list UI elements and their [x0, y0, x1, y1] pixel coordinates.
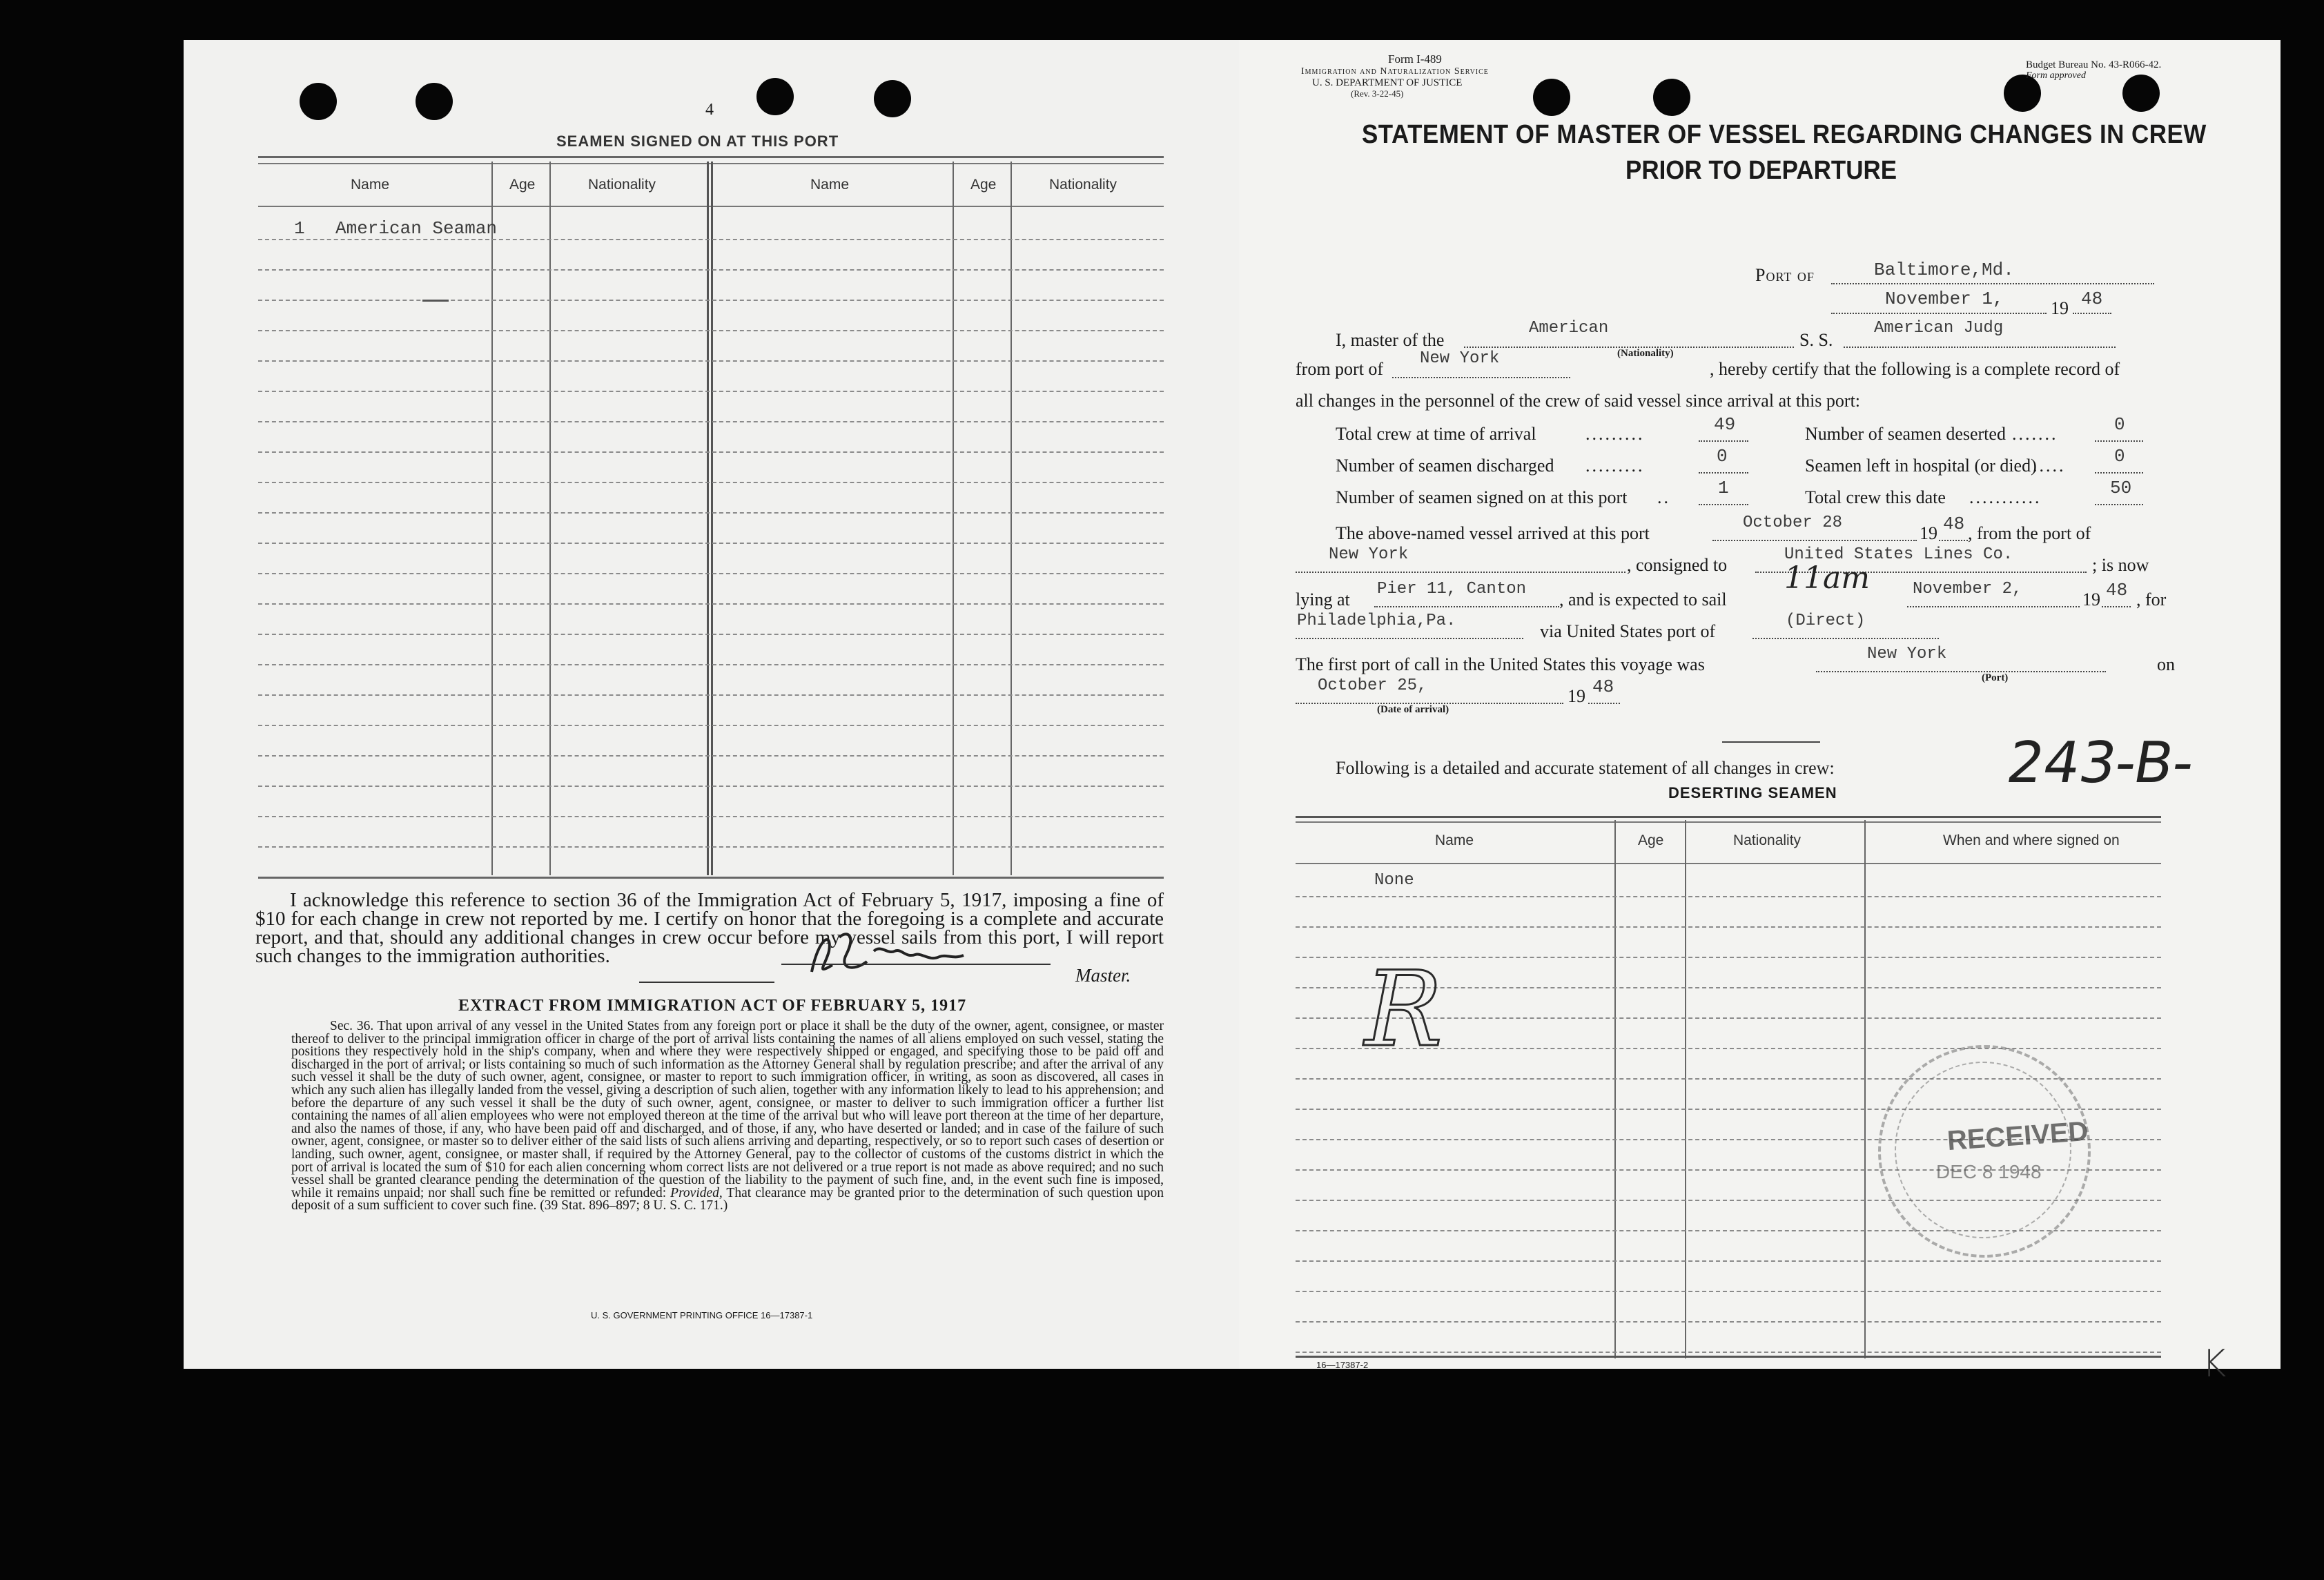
lying-value: Pier 11, Canton [1377, 580, 1527, 598]
left-page [184, 40, 1239, 1369]
stat-value-hospital: 0 [2114, 446, 2125, 467]
desert-col-age: Age [1638, 832, 1664, 848]
stat-label-arrival: Total crew at time of arrival [1336, 424, 1536, 444]
signature-role: Master. [1075, 965, 1131, 986]
printing-office-footer: U. S. GOVERNMENT PRINTING OFFICE 16—17387-1 [591, 1310, 813, 1320]
stat-value-discharged: 0 [1717, 446, 1728, 467]
arrived-label: The above-named vessel arrived at this port [1336, 523, 1650, 543]
acknowledgment-text: I acknowledge this reference to section 36 of the Immigration Act of February 5, 1917, imposing a fine of $10 for each change in crew not reported by me. I certify on honor that the foregoing is a complete and accurate report, and that, should any additional changes in crew occur before my vessel sails from this port, I will report such changes to the immigration authorities. [255, 889, 1164, 967]
from-port-label: from port of [1296, 359, 1384, 379]
stat-value-deserted: 0 [2114, 414, 2125, 435]
arrived-year: 48 [1943, 514, 1965, 534]
binder-hole [1653, 79, 1690, 116]
stamp-received-text: RECEIVED [1946, 1115, 2089, 1157]
following-label: Following is a detailed and accurate statement of all changes in crew: [1336, 758, 1835, 778]
arrived-from: New York [1329, 545, 1409, 564]
is-now: ; is now [2092, 555, 2149, 575]
consigned-value: United States Lines Co. [1784, 545, 2013, 564]
stat-value-total: 50 [2110, 478, 2132, 498]
form-footer: 16—17387-2 [1316, 1360, 1369, 1370]
ruled-line [258, 300, 1164, 301]
master-signature [791, 924, 984, 986]
ruled-line [258, 269, 1164, 271]
binder-hole [756, 78, 794, 115]
extract-end: That clearance may be granted prior to the determination of such question upon deposit of a sum sufficient to cover such fine. (39 Stat. 896–897; 8 U. S. C. 171.) [291, 1185, 1164, 1213]
ruled-line [258, 786, 1164, 787]
col-header-name: Name [351, 177, 390, 193]
ruled-line [1296, 1291, 2161, 1292]
stat-value-signed-on: 1 [1718, 478, 1729, 498]
via-label: via United States port of [1540, 621, 1716, 641]
col-header-age: Age [970, 177, 997, 193]
binder-hole [874, 80, 911, 117]
ruled-line [258, 573, 1164, 574]
desert-entry: None [1374, 871, 1414, 890]
consigned-label: , consigned to [1627, 555, 1728, 575]
port-caption: (Port) [1982, 672, 2009, 683]
department-name: U. S. DEPARTMENT OF JUSTICE [1312, 77, 1463, 88]
binder-hole [300, 83, 337, 120]
date-value: November 1, [1885, 289, 2004, 309]
desert-col-name: Name [1435, 832, 1474, 848]
ruled-line [1296, 1321, 2161, 1323]
ruled-line [258, 512, 1164, 514]
handwritten-time: 11am [1784, 560, 1870, 596]
ruled-line [1296, 1352, 2161, 1353]
ruled-line [258, 239, 1164, 240]
binder-hole [416, 83, 453, 120]
certify-text-2: all changes in the personnel of the crew of said vessel since arrival at this port: [1296, 391, 1861, 411]
from-the-port-of: , from the port of [1968, 523, 2091, 543]
ruled-line [258, 725, 1164, 726]
col-header-name: Name [810, 177, 850, 193]
stat-label-signed-on: Number of seamen signed on at this port [1336, 487, 1628, 507]
extract-proviso: Provided, [670, 1185, 723, 1200]
ruled-line [258, 330, 1164, 331]
nationality-value: American [1529, 319, 1609, 338]
form-subtitle: PRIOR TO DEPARTURE [1625, 156, 1897, 185]
nationality-caption: (Nationality) [1617, 348, 1674, 359]
ruled-line [1296, 1260, 2161, 1262]
form-number: Form I-489 [1388, 52, 1442, 66]
ruled-line [258, 755, 1164, 757]
port-label: Port of [1755, 265, 1815, 285]
desert-col-signed-on: When and where signed on [1943, 832, 2120, 848]
handwritten-reference: 243-B- [2002, 730, 2200, 796]
col-header-age: Age [509, 177, 536, 193]
entry-name: American Seaman [335, 218, 498, 239]
ship-name: American Judg [1874, 319, 2004, 338]
ruled-line [258, 816, 1164, 817]
right-page: Form I-489 Immigration and Naturalization Service U. S. DEPARTMENT OF JUSTICE (Rev. 3-22-45) Budget Bureau No. 43-R066-42. Form approved STATEMENT OF MASTER OF VESSEL REGARDING CHANGES IN CREW PRIOR TO DEPARTURE Port of Baltimore,Md. November 1, 19 48 I, master of the American (Nationality) S. S. American Judg from port of New York , hereby certify that the following is a complete record of all changes in the personnel of the crew of said vessel since arrival at this port: Total crew at time of arrival ......... 49 Number of seamen discharged ......... 0 Number of seamen signed on at this port .. 1 Number of seamen deserted ....... 0 Seamen left in hospital (or died) ..... 0 Total crew this date ........... 50 The above-named vessel arrived at this port October 28 19 48 , from the port of New York , consigned to United States Lines Co. ; is now lying at Pier 11, Canton , and is expected to sail 11am November 2, 19 48 , for Philadelphia,Pa. via United States port of (Direct) The first port of call in the United States this voyage was New York (Port) on October 25, (Date of arrival) 19 48 Following is a detailed and accurate statement of all changes in crew: 243-B- DESERTING SEAMEN Name Age Nationality When and where signed on None R 16—17387-2 RECEIVED DEC 8 1948 K [1239, 40, 2281, 1369]
on-label: on [2157, 654, 2175, 674]
stat-label-total: Total crew this date [1805, 487, 1946, 507]
destination: Philadelphia,Pa. [1297, 612, 1456, 630]
stamp-date: DEC 8 1948 [1936, 1161, 2042, 1182]
arrived-date: October 28 [1743, 514, 1843, 532]
sail-date: November 2, [1913, 580, 2022, 598]
col-header-nationality: Nationality [1049, 177, 1117, 193]
agency-name: Immigration and Naturalization Service [1301, 66, 1489, 77]
entry-number: 1 [294, 218, 305, 239]
ruled-line [1296, 926, 2161, 928]
stat-label-hospital: Seamen left in hospital (or died) [1805, 456, 2037, 476]
binder-hole [2122, 75, 2160, 112]
first-year-prefix: 19 [1568, 686, 1585, 706]
corner-mark: K [2202, 1342, 2227, 1385]
form-revision: (Rev. 3-22-45) [1351, 88, 1404, 99]
ruled-line [258, 360, 1164, 362]
ruled-line [258, 603, 1164, 605]
sail-year: 48 [2106, 580, 2128, 601]
lying-label: lying at [1296, 589, 1350, 609]
stat-label-discharged: Number of seamen discharged [1336, 456, 1554, 476]
first-date: October 25, [1318, 676, 1427, 695]
ruled-line [258, 846, 1164, 848]
form-approved: Form approved [2026, 70, 2086, 81]
form-title: STATEMENT OF MASTER OF VESSEL REGARDING CHANGES IN CREW [1362, 120, 2207, 149]
ruled-line [1296, 896, 2161, 897]
date-arrival-caption: (Date of arrival) [1377, 704, 1449, 715]
ruled-line [258, 543, 1164, 544]
port-value: Baltimore,Md. [1874, 260, 2014, 280]
ruled-line [258, 421, 1164, 422]
first-port-value: New York [1867, 645, 1947, 663]
ruled-line [258, 664, 1164, 665]
section-title: SEAMEN SIGNED ON AT THIS PORT [556, 133, 839, 150]
via-value: (Direct) [1786, 612, 1866, 630]
first-year: 48 [1592, 676, 1614, 697]
ss-label: S. S. [1799, 330, 1833, 350]
ruled-line [258, 694, 1164, 696]
desert-col-nationality: Nationality [1733, 832, 1801, 848]
certify-text: , hereby certify that the following is a complete record of [1710, 359, 2120, 379]
for-label: , for [2136, 589, 2167, 609]
deserting-title: DESERTING SEAMEN [1668, 784, 1837, 801]
expected-label: , and is expected to sail [1559, 589, 1727, 609]
ruled-line [258, 451, 1164, 453]
master-label: I, master of the [1336, 330, 1445, 350]
ruled-line [258, 391, 1164, 392]
from-port-value: New York [1420, 349, 1500, 368]
binder-hole [1533, 79, 1570, 116]
date-year: 48 [2081, 289, 2103, 309]
extract-text [291, 1020, 1164, 1213]
col-header-nationality: Nationality [588, 177, 656, 193]
extract-body: Sec. 36. That upon arrival of any vessel in the United States from any foreign port or place it shall be the duty of the owner, agent, consignee, or master thereof to deliver to the principal immigration officer in charge of the port of arrival lists containing the names of all aliens employed on such vessel, stating the positions they respectively hold in the ship's company, when and where they were respectively shipped or engaged, and specifying those to be paid off and discharged in the port of arrival; or lists containing so much of such information as the Attorney General shall by regulation prescribe; and after the arrival of any such vessel it shall be the duty of such owner, agent, consignee, or master to report to such immigration officer, in writing, as soon as discovered, all cases in which any such alien has illegally landed from the vessel, giving a description of such alien, together with any information likely to lead to his apprehension; and before the departure of any such vessel it shall be the duty of such owner, agent, consignee, or master to deliver to such immigration officer a further list containing the names of all alien employees who were not employed thereon at the time of the arrival but who will leave port thereon at the time of her departure, and also the names of those, if any, who have been paid off and discharged, and of those, if any, who have deserted or landed; and in case of the failure of such owner, agent, consignee, or master so to deliver either of the said lists of such aliens arriving and departing, respectively, or so to report such cases of desertion or landing, such owner, agent, consignee, or master shall, if required by the Attorney General, pay to the collector of customs of the customs district in which the port of arrival is located the sum of $10 for each alien concerning whom correct lists are not delivered or a true report is not made as above required; and no such vessel shall be granted clearance pending the determination of the question of the liability to the payment of such fine, and, in the event such fine is imposed, while it remains unpaid; nor shall such fine be remitted or refunded: [291, 1019, 1164, 1200]
sail-year-prefix: 19 [2082, 589, 2100, 609]
page-number: 4 [705, 101, 714, 119]
budget-number: Budget Bureau No. 43-R066-42. [2026, 59, 2162, 70]
stat-value-arrival: 49 [1714, 414, 1736, 435]
first-port-label: The first port of call in the United States this voyage was [1296, 654, 1705, 674]
extract-title: EXTRACT FROM IMMIGRATION ACT OF FEBRUARY 5, 1917 [458, 997, 967, 1015]
handwritten-mark: R [1365, 950, 1443, 1070]
ruled-line [258, 634, 1164, 635]
stat-label-deserted: Number of seamen deserted [1805, 424, 2006, 444]
arrived-year-prefix: 19 [1920, 523, 1937, 543]
ruled-line [258, 482, 1164, 483]
date-year-prefix: 19 [2051, 298, 2069, 318]
